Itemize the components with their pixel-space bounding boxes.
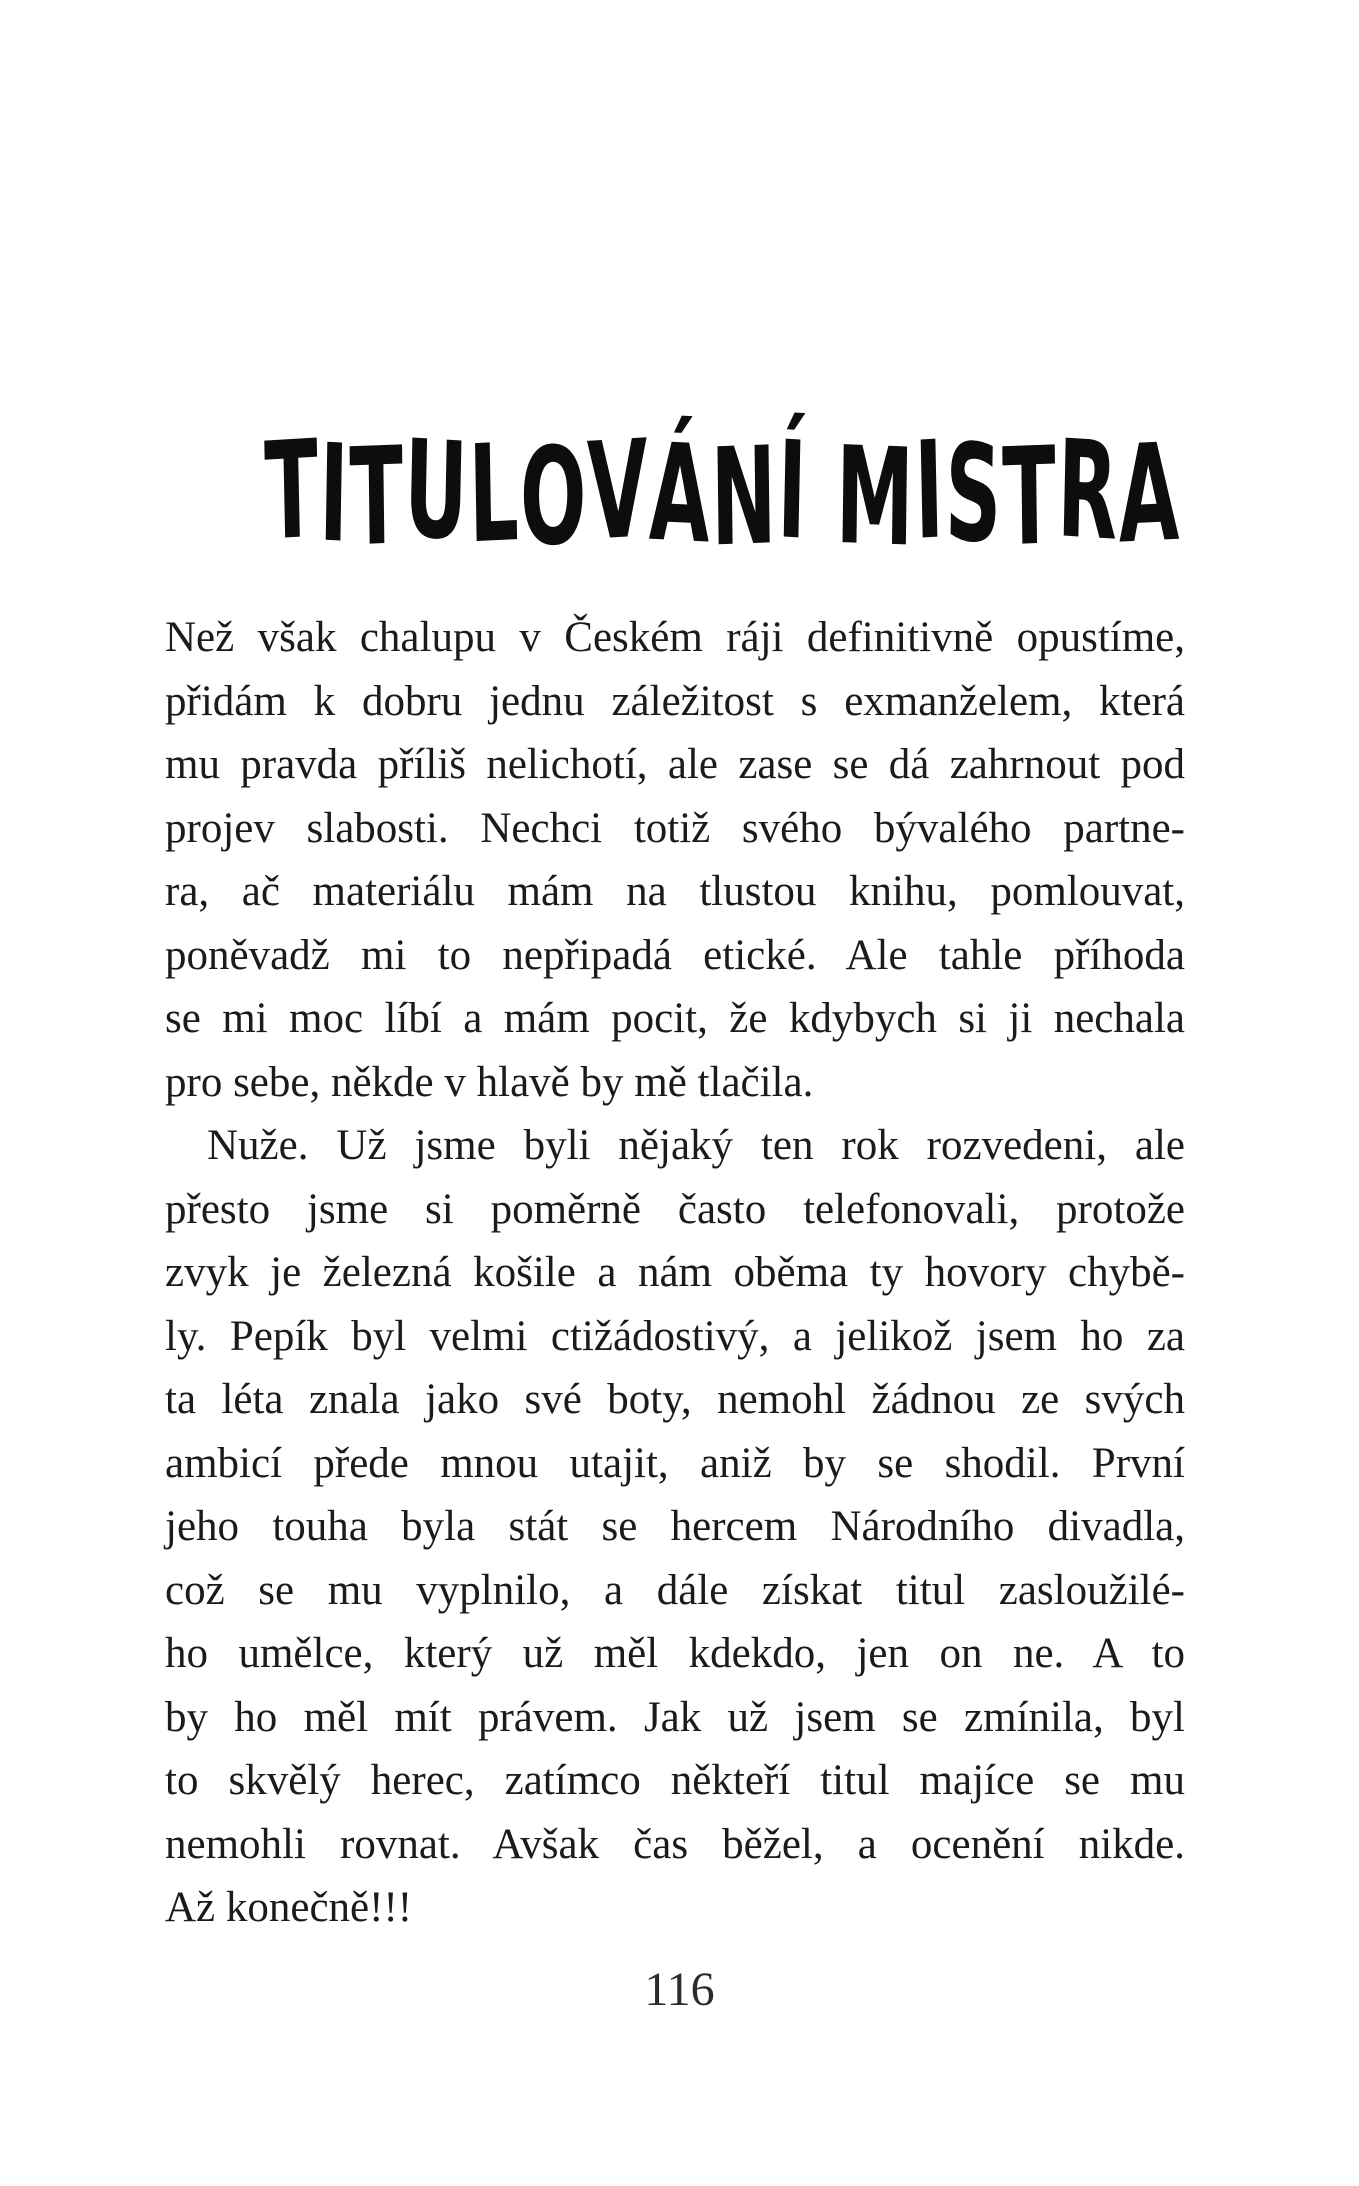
text-line: by ho měl mít právem. Jak už jsem se zmínila, byl (165, 1693, 1185, 1741)
text-line: poněvadž mi to nepřipadá etické. Ale tahle příhoda (165, 931, 1185, 979)
page-number: 116 (644, 1963, 715, 2016)
text-line: Až konečně!!! (165, 1884, 413, 1931)
chapter-title: TITULOVÁNÍ MISTRA (263, 410, 1182, 578)
text-line: zvyk je železná košile a nám oběma ty hovory chybě- (165, 1249, 1185, 1296)
text-line: pro sebe, někde v hlavě by mě tlačila. (165, 1058, 814, 1106)
text-line: ra, ač materiálu mám na tlustou knihu, pomlouvat, (165, 868, 1185, 915)
text-line: což se mu vyplnilo, a dále získat titul zasloužilé- (165, 1566, 1185, 1614)
text-line: přesto jsme si poměrně často telefonovali, protože (165, 1185, 1185, 1233)
text-line: ly. Pepík byl velmi ctižádostivý, a jelikož jsem ho za (165, 1312, 1185, 1360)
text-line: mu pravda příliš nelichotí, ale zase se dá zahrnout pod (165, 741, 1185, 788)
text-line: to skvělý herec, zatímco někteří titul majíce se mu (165, 1757, 1185, 1804)
text-line: Než však chalupu v Českém ráji definitivně opustíme, (165, 614, 1185, 661)
text-line: jeho touha byla stát se hercem Národního divadla, (165, 1503, 1185, 1550)
text-line: Nuže. Už jsme byli nějaký ten rok rozvedeni, ale (207, 1122, 1185, 1169)
text-line: ambicí přede mnou utajit, aniž by se shodil. První (165, 1439, 1185, 1487)
text-line: ta léta znala jako své boty, nemohl žádnou ze svých (165, 1376, 1185, 1423)
text-line: se mi moc líbí a mám pocit, že kdybych si ji nechala (165, 995, 1185, 1042)
text-line: ho umělce, který už měl kdekdo, jen on ne. A to (165, 1630, 1185, 1677)
body-text (165, 606, 1185, 1940)
text-line: přidám k dobru jednu záležitost s exmanželem, která (165, 677, 1185, 725)
text-line: nemohli rovnat. Avšak čas běžel, a ocenění nikde. (165, 1820, 1185, 1868)
text-line: projev slabosti. Nechci totiž svého bývalého partne- (165, 804, 1185, 852)
